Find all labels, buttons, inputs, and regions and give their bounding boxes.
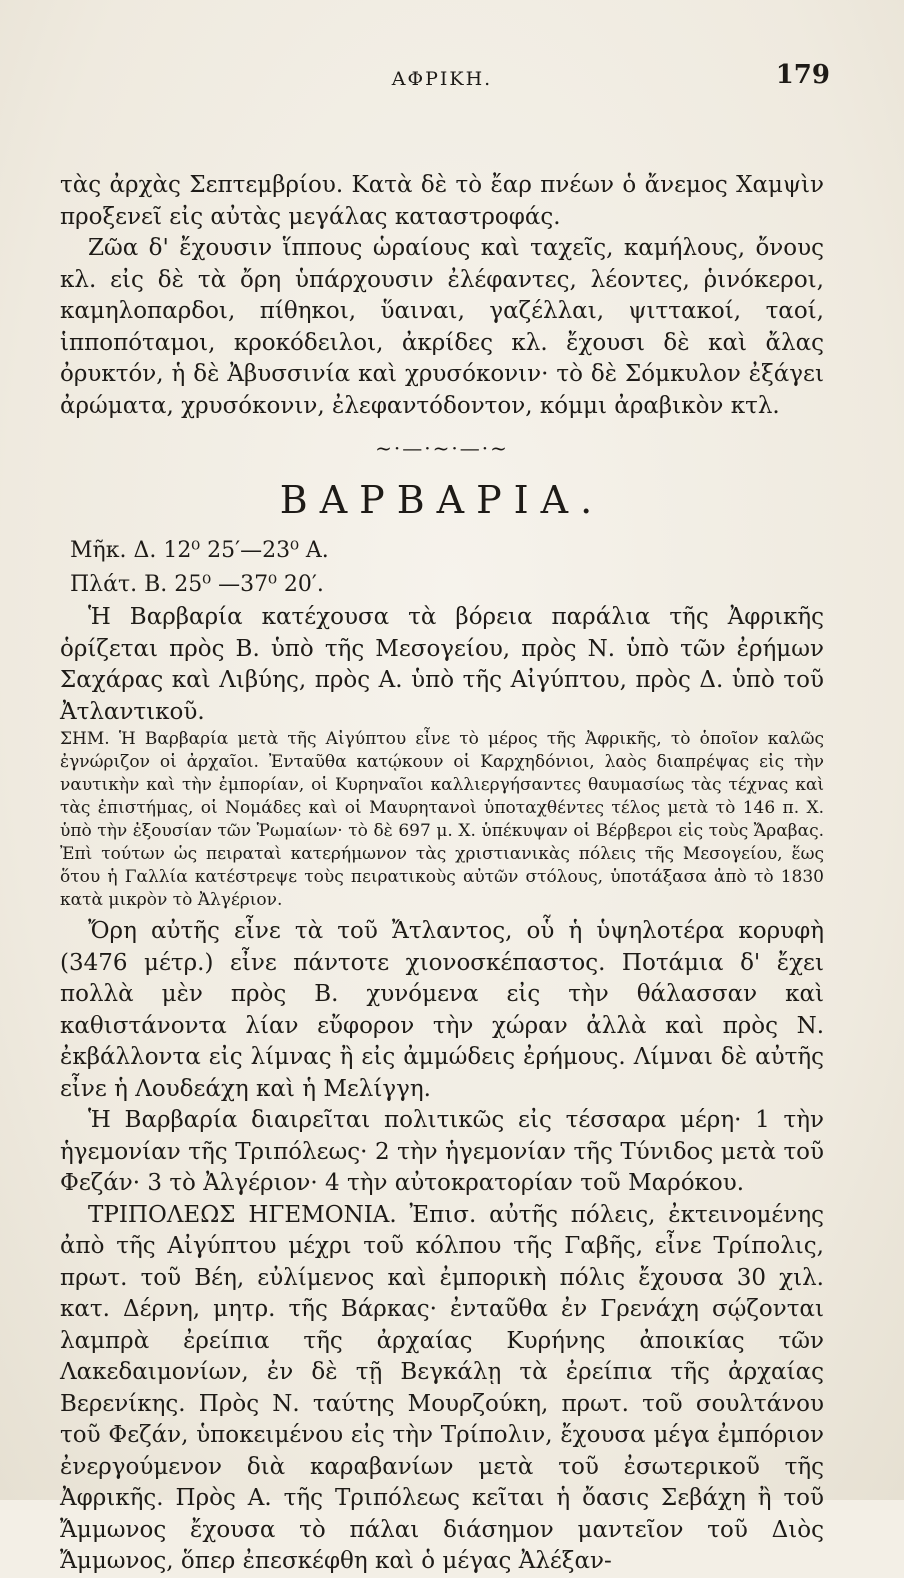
body-paragraph-4: ΤΡΙΠΟΛΕΩΣ ΗΓΕΜΟΝΙΑ. Ἐπισ. αὐτῆς πόλεις, ἐκτεινομένης ἀπὸ τῆς Αἰγύπτου μέχρι τοῦ κόλπου τῆς Γαβῆς, εἶνε Τρίπολις, πρωτ. τοῦ Βέη, εὐλίμενος καὶ ἐμπορικὴ πόλις ἔχουσα 30 χιλ. κατ. Δέρνη, μητρ. τῆς Βάρκας· ἐνταῦθα ἐν Γρενάχη σῴζονται λαμπρὰ ἐρείπια τῆς ἀρχαίας Κυρήνης ἀποικίας τῶν Λακεδαιμονίων, ἐν δὲ τῇ Βεγκάλῃ τὰ ἐρείπια τῆς ἀρχαίας Βερενίκης. Πρὸς Ν. ταύτης Μουρζούκη, πρωτ. τοῦ σουλτάνου τοῦ Φεζάν, ὑποκειμένου εἰς τὴν Τρίπολιν, ἔχουσα μέγα ἐμπόριον ἐνεργούμενον διὰ καραβανίων μετὰ τοῦ ἐσωτερικοῦ τῆς Ἀφρικῆς. Πρὸς Α. τῆς Τριπόλεως κεῖται ἡ ὄασις Σεβάχη ἢ τοῦ Ἄμμωνος ἔχουσα τὸ πάλαι διάσημον μαντεῖον τοῦ Διὸς Ἄμμωνος, ὅπερ ἐπεσκέφθη καὶ ὁ μέγας Ἀλέξαν- xyxy=(60,1201,824,1574)
note-paragraph: ΣΗΜ. Ἡ Βαρβαρία μετὰ τῆς Αἰγύπτου εἶνε τὸ μέρος τῆς Ἀφρικῆς, τὸ ὁποῖον καλῶς ἐγνώριζον οἱ ἀρχαῖοι. Ἐνταῦθα κατῴκουν οἱ Καρχηδόνιοι, λαὸς διαπρέψας εἰς τὴν ναυτικὴν καὶ τὴν ἐμπορίαν, οἱ Κυρηναῖοι καλλιεργήσαντες θαυμασίως τὰς τέχνας καὶ τὰς ἐπιστήμας, οἱ Νομάδες καὶ οἱ Μαυρητανοὶ ὑποταχθέντες τέλος μετὰ τὸ 146 π. Χ. ὑπὸ τὴν ἐξουσίαν τῶν Ῥωμαίων· τὸ δὲ 697 μ. Χ. ὑπέκυψαν οἱ Βέρβεροι εἰς τοὺς Ἄραβας. Ἐπὶ τούτων ὡς πειραταὶ κατερήμωνον τὰς χριστιανικὰς πόλεις τῆς Μεσογείου, ἕως ὅτου ἡ Γαλλία κατέστρεψε τοὺς πειρατικοὺς αὐτῶν στόλους, ὑποτάξασα ἀπὸ τὸ 1830 κατὰ μικρὸν τὸ Ἀλγέριον. xyxy=(60,729,824,910)
body-paragraph-2: Ὄρη αὐτῆς εἶνε τὰ τοῦ Ἄτλαντος, οὗ ἡ ὑψηλοτέρα κορυφὴ (3476 μέτρ.) εἶνε πάντοτε χιονοσκέπαστος. Ποτάμια δ' ἔχει πολλὰ μὲν πρὸς Β. χυνόμενα εἰς τὴν θάλασσαν καὶ καθιστάνοντα λίαν εὔφορον τὴν χώραν ἀλλὰ καὶ πρὸς Ν. ἐκβάλλοντα εἰς λίμνας ἢ εἰς ἀμμώδεις ἐρήμους. Λίμναι δὲ αὐτῆς εἶνε ἡ Λουδεάχη καὶ ἡ Μελίγγη. xyxy=(60,918,824,1102)
section-body-continued xyxy=(60,916,824,1578)
intro-paragraph-2: Ζῶα δ' ἔχουσιν ἵππους ὡραίους καὶ ταχεῖς, καμήλους, ὄνους κλ. εἰς δὲ τὰ ὄρη ὑπάρχουσιν ἐλέφαντες, λέοντες, ῥινόκεροι, καμηλοπαρδοι, πίθηκοι, ὕαιναι, γαζέλλαι, ψιττακοί, ταοί, ἱπποπόταμοι, κροκόδειλοι, ἀκρίδες κλ. ἔχουσι δὲ καὶ ἄλας ὀρυκτόν, ἡ δὲ Ἀβυσσινία καὶ χρυσόκονιν· τὸ δὲ Σόμκυλον ἐξάγει ἀρώματα, χρυσόκονιν, ἐλεφαντόδοντον, κόμμι ἀραβικὸν κτλ. xyxy=(60,235,824,419)
intro-text xyxy=(60,170,824,422)
running-title: ΑΦΡΙΚΗ. xyxy=(391,68,493,90)
body-paragraph-3: Ἡ Βαρβαρία διαιρεῖται πολιτικῶς εἰς τέσσαρα μέρη· 1 τὴν ἡγεμονίαν τῆς Τριπόλεως· 2 τὴν ἡγεμονίαν τῆς Τύνιδος μετὰ τοῦ Φεζάν· 3 τὸ Ἀλγέριον· 4 τὴν αὐτοκρατορίαν τοῦ Μαρόκου. xyxy=(60,1107,824,1196)
note-block xyxy=(60,728,824,912)
section-title: ΒΑΡΒΑΡΙΑ. xyxy=(279,478,605,522)
running-head xyxy=(60,60,830,100)
intro-paragraph-1: τὰς ἀρχὰς Σεπτεμβρίου. Κατὰ δὲ τὸ ἔαρ πνέων ὁ ἄνεμος Χαμψὶν προξενεῖ εἰς αὐτὰς μεγάλας καταστροφάς. xyxy=(60,172,824,230)
body-paragraph-1: Ἡ Βαρβαρία κατέχουσα τὰ βόρεια παράλια τῆς Ἀφρικῆς ὁρίζεται πρὸς Β. ὑπὸ τῆς Μεσογείου, πρὸς Ν. ὑπὸ τῶν ἐρήμων Σαχάρας καὶ Λιβύης, πρὸς Α. ὑπὸ τῆς Αἰγύπτου, πρὸς Δ. ὑπὸ τοῦ Ἀτλαντικοῦ. xyxy=(60,604,824,725)
ornament-divider: ~·—·~·—·~ xyxy=(375,436,509,460)
longitude-line: Μῆκ. Δ. 12⁰ 25′—23⁰ Α. xyxy=(70,538,329,563)
coordinates xyxy=(60,534,824,602)
latitude-line: Πλάτ. Β. 25⁰ —37⁰ 20′. xyxy=(70,572,324,597)
page-number: 179 xyxy=(775,60,830,90)
section-body xyxy=(60,602,824,728)
